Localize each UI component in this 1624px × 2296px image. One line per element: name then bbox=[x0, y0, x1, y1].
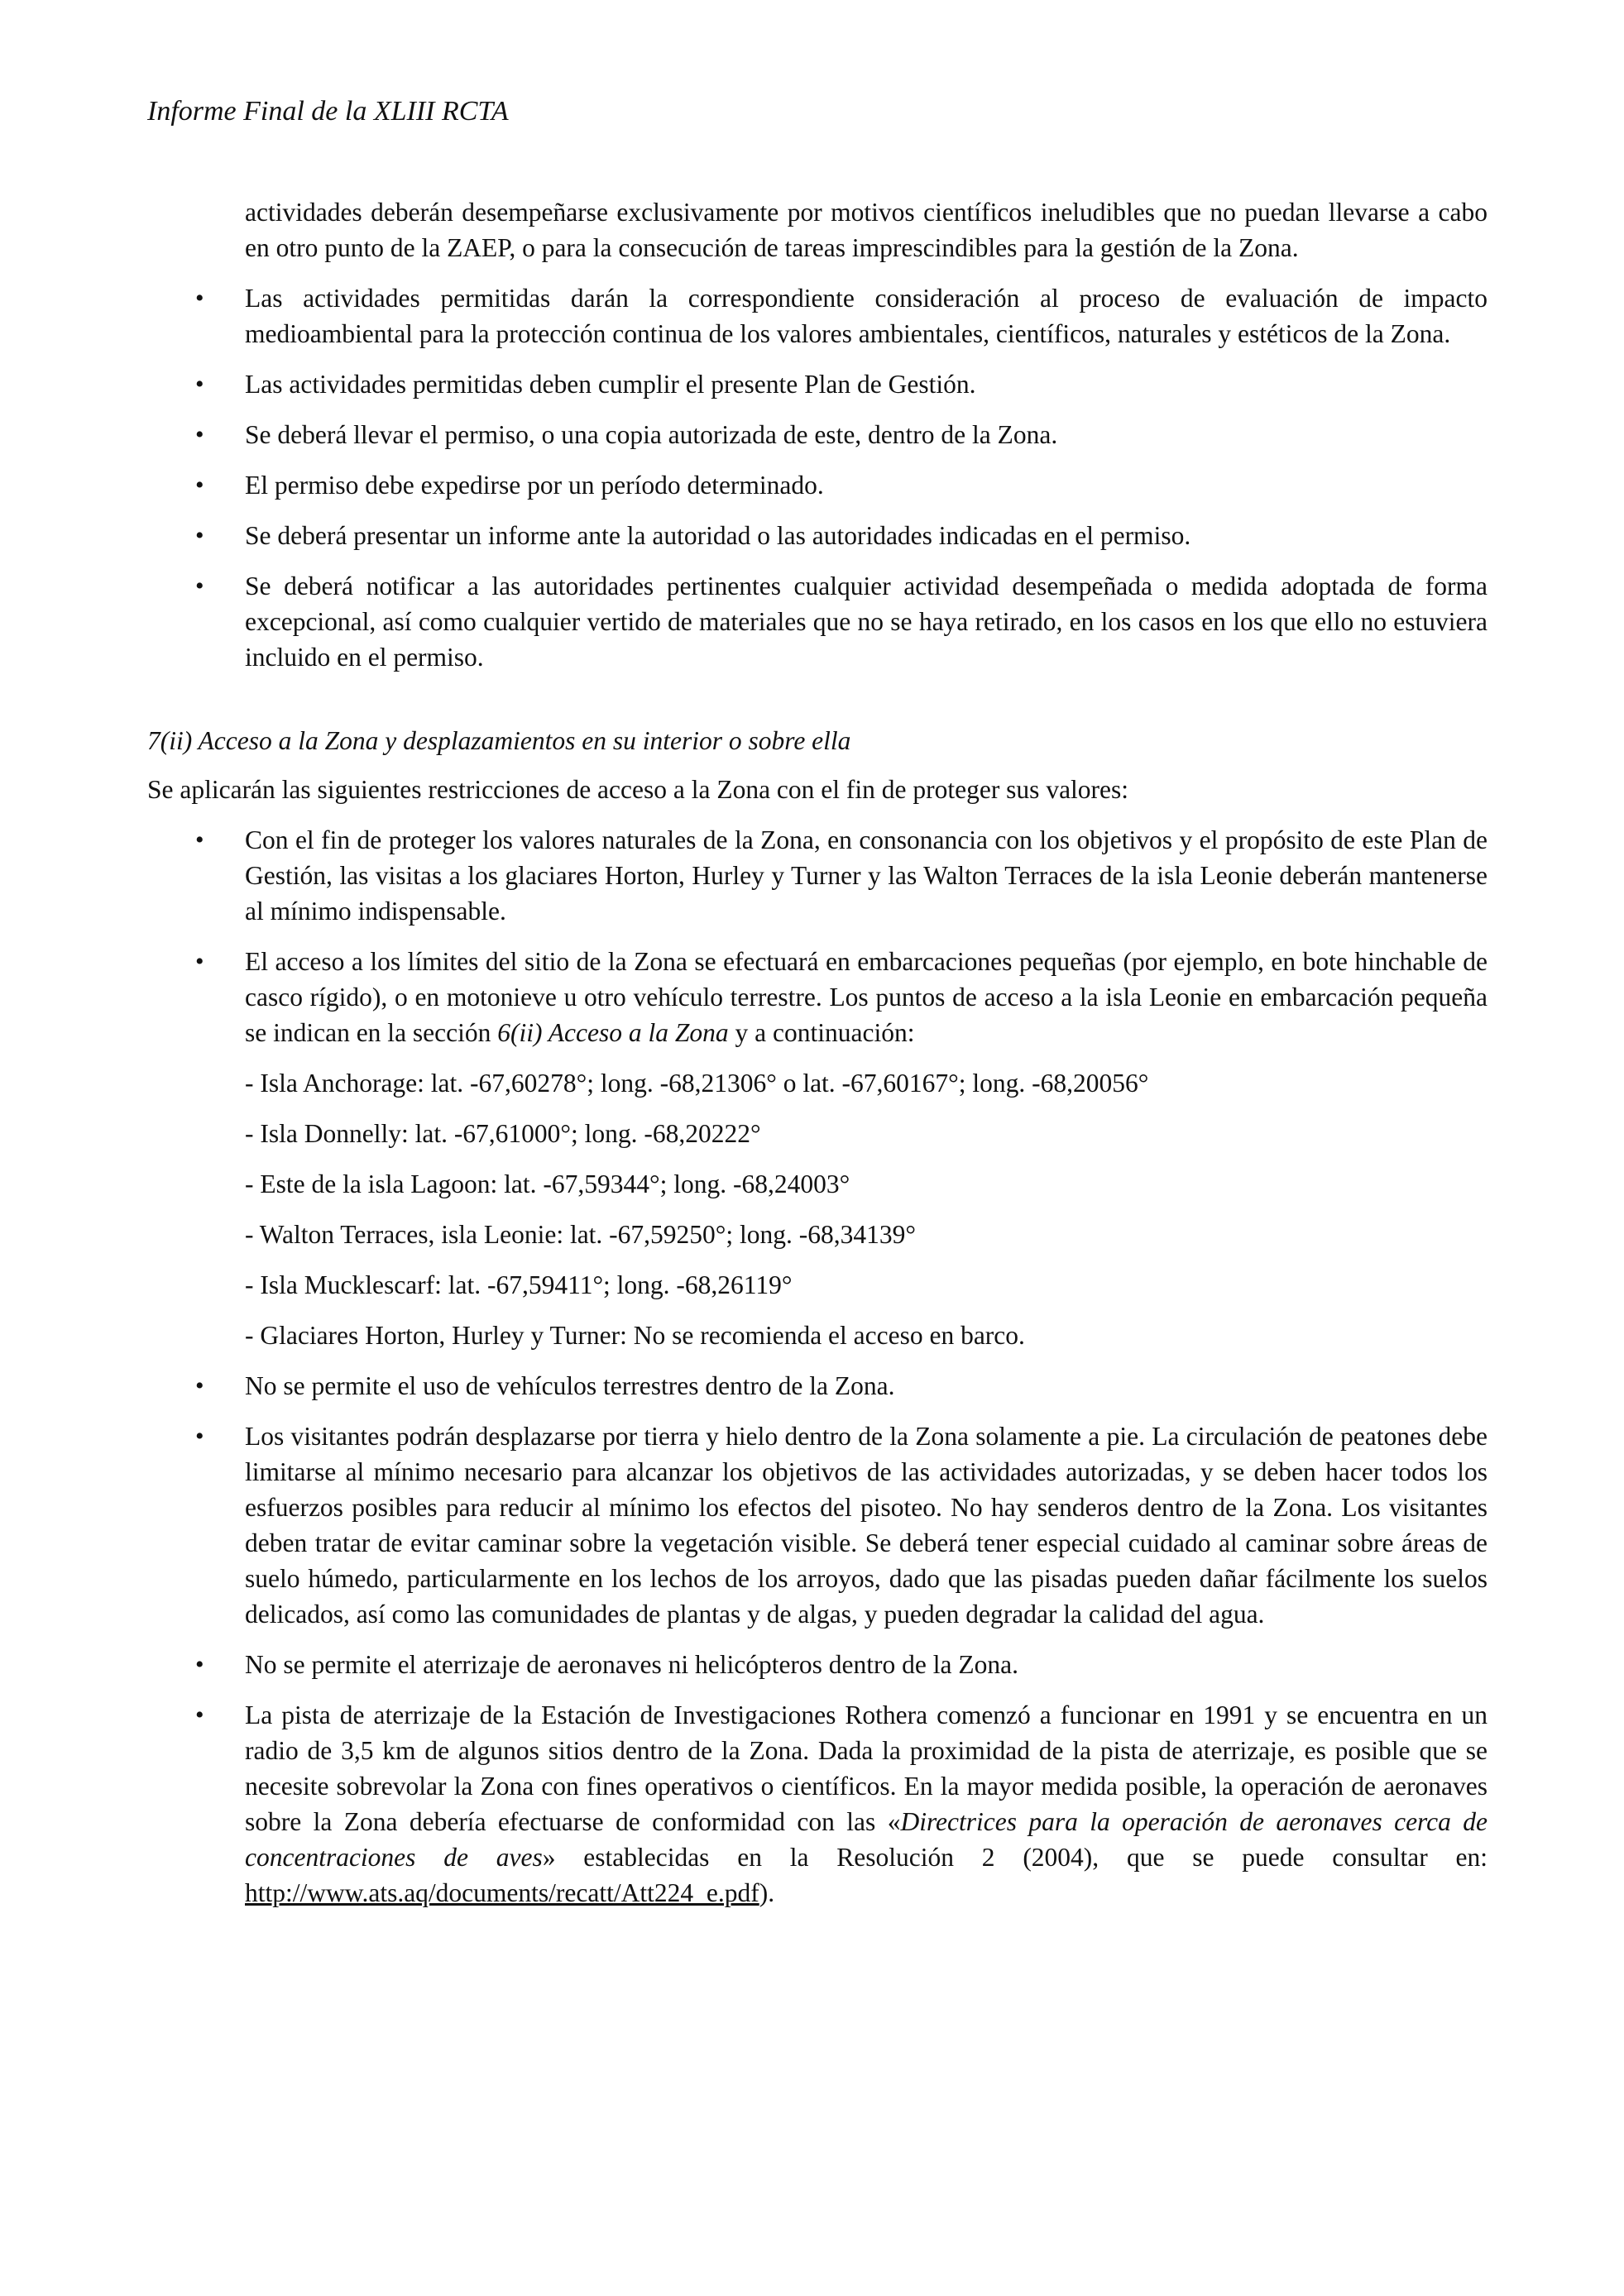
section-reference: 6(ii) Acceso a la Zona bbox=[497, 1018, 729, 1047]
bullet-icon: • bbox=[195, 421, 204, 448]
access-point-item: - Walton Terraces, isla Leonie: lat. -67,59250°; long. -68,34139° bbox=[245, 1220, 916, 1249]
list-item: • Las actividades permitidas deben cumplir el presente Plan de Gestión. bbox=[147, 366, 1487, 402]
activity-conditions-list bbox=[147, 280, 1487, 675]
access-point-item: - Isla Donnelly: lat. -67,61000°; long. -68,20222° bbox=[245, 1119, 761, 1148]
running-header: Informe Final de la XLIII RCTA bbox=[147, 96, 509, 127]
section-heading: 7(ii) Acceso a la Zona y desplazamientos en su interior o sobre ella bbox=[147, 726, 851, 755]
list-item: • Los visitantes podrán desplazarse por tierra y hielo dentro de la Zona solamente a pie. La circulación de peatones debe limitarse al mínimo necesario para alcanzar los objetivos de las actividades autorizadas, y se deben hacer todos los esfuerzos posibles para reducir al mínimo los efectos del pisoteo. No hay senderos dentro de la Zona. Los visitantes deben tratar de evitar caminar sobre la vegetación visible. Se deberá tener especial cuidado al caminar sobre áreas de suelo húmedo, particularmente en los lechos de los arroyos, dado que las pisadas pueden dañar fácilmente los suelos delicados, así como las comunidades de plantas y de algas, y pueden degradar la calidad del agua. bbox=[147, 1418, 1487, 1632]
bullet-icon: • bbox=[195, 1372, 204, 1399]
movement-rules-list bbox=[147, 1368, 1487, 1911]
list-item: • Se deberá presentar un informe ante la autoridad o las autoridades indicadas en el permiso. bbox=[147, 518, 1487, 553]
bullet-icon: • bbox=[195, 826, 204, 854]
list-item: • No se permite el aterrizaje de aeronaves ni helicópteros dentro de la Zona. bbox=[147, 1647, 1487, 1682]
list-item: • No se permite el uso de vehículos terrestres dentro de la Zona. bbox=[147, 1368, 1487, 1404]
list-item: • Se deberá llevar el permiso, o una copia autorizada de este, dentro de la Zona. bbox=[147, 417, 1487, 452]
list-item: • Se deberá notificar a las autoridades pertinentes cualquier actividad desempeñada o medida adoptada de forma excepcional, así como cualquier vertido de materiales que no se haya retirado, en los casos en los que ello no estuviera incluido en el permiso. bbox=[147, 568, 1487, 675]
document-link[interactable]: http://www.ats.aq/documents/recatt/Att224_e.pdf bbox=[245, 1878, 759, 1907]
guidelines-title: Directrices para la operación de aeronaves cerca de concentraciones de aves bbox=[245, 1807, 1487, 1872]
bullet-icon: • bbox=[195, 522, 204, 549]
list-item: • Las actividades permitidas darán la correspondiente consideración al proceso de evaluación de impacto medioambiental para la protección continua de los valores ambientales, científicos, naturales y estéticos de la Zona. bbox=[147, 280, 1487, 352]
bullet-icon: • bbox=[195, 471, 204, 499]
list-item: • El permiso debe expedirse por un período determinado. bbox=[147, 467, 1487, 503]
list-item: • La pista de aterrizaje de la Estación de Investigaciones Rothera comenzó a funcionar en 1991 y se encuentra en un radio de 3,5 km de algunos sitios dentro de la Zona. Dada la proximidad de la pista de aterrizaje, es posible que se necesite sobrevolar la Zona con fines operativos o científicos. En la mayor medida posible, la operación de aeronaves sobre la Zona debería efectuarse de conformidad con las «Directrices para la operación de aeronaves cerca de concentraciones de aves» establecidas en la Resolución 2 (2004), que se puede consultar en: http://www.ats.aq/documents/recatt/Att224_e.pdf). bbox=[147, 1697, 1487, 1911]
access-points-list bbox=[147, 1065, 1487, 1353]
list-item: • El acceso a los límites del sitio de la Zona se efectuará en embarcaciones pequeñas (por ejemplo, en bote hinchable de casco rígido), o en motonieve u otro vehículo terrestre. Los puntos de acceso a la isla Leonie en embarcación pequeña se indican en la sección 6(ii) Acceso a la Zona y a continuación: bbox=[147, 944, 1487, 1050]
bullet-icon: • bbox=[195, 371, 204, 398]
bullet-icon: • bbox=[195, 948, 204, 975]
access-point-item: - Isla Anchorage: lat. -67,60278°; long. -68,21306° o lat. -67,60167°; long. -68,20056° bbox=[245, 1069, 1149, 1098]
page-body bbox=[147, 194, 1487, 1925]
access-point-item: - Este de la isla Lagoon: lat. -67,59344°; long. -68,24003° bbox=[245, 1170, 850, 1198]
access-restrictions-list bbox=[147, 822, 1487, 1050]
bullet-icon: • bbox=[195, 285, 204, 312]
bullet-icon: • bbox=[195, 1701, 204, 1729]
continuation-paragraph: actividades deberán desempeñarse exclusivamente por motivos científicos ineludibles que no puedan llevarse a cabo en otro punto de la ZAEP, o para la consecución de tareas imprescindibles para la gestión de la Zona. bbox=[245, 198, 1487, 262]
access-point-item: - Isla Mucklescarf: lat. -67,59411°; long. -68,26119° bbox=[245, 1270, 793, 1299]
section-intro: Se aplicarán las siguientes restricciones de acceso a la Zona con el fin de proteger sus valores: bbox=[147, 775, 1129, 804]
bullet-icon: • bbox=[195, 572, 204, 600]
access-point-item: - Glaciares Horton, Hurley y Turner: No se recomienda el acceso en barco. bbox=[245, 1321, 1025, 1350]
bullet-icon: • bbox=[195, 1651, 204, 1678]
list-item: • Con el fin de proteger los valores naturales de la Zona, en consonancia con los objetivos y el propósito de este Plan de Gestión, las visitas a los glaciares Horton, Hurley y Turner y las Walton Terraces de la isla Leonie deberán mantenerse al mínimo indispensable. bbox=[147, 822, 1487, 929]
bullet-icon: • bbox=[195, 1423, 204, 1450]
